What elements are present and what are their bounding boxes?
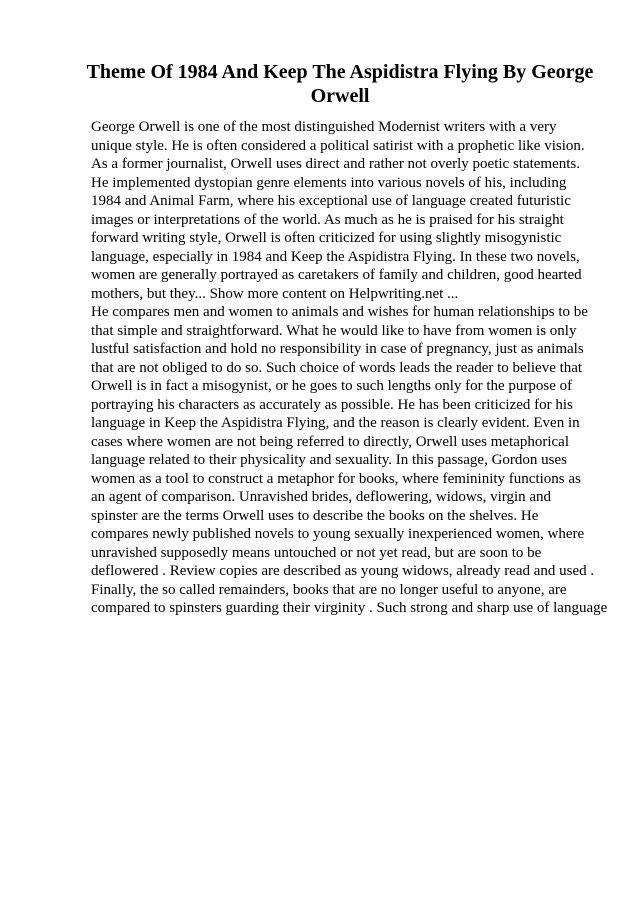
document-body — [91, 118, 611, 618]
body-line: Finally, the so called remainders, books that are no longer useful to anyone, are — [91, 581, 567, 598]
body-line: unique style. He is often considered a political satirist with a prophetic like vision. — [91, 137, 585, 154]
body-line: He compares men and women to animals and wishes for human relationships to be — [91, 304, 588, 320]
body-line: language, especially in 1984 and Keep the Aspidistra Flying. In these two novels, — [91, 248, 580, 265]
body-line: images or interpretations of the world. As much as he is praised for his straight — [91, 211, 564, 228]
body-line: compared to spinsters guarding their virginity . Such strong and sharp use of language — [91, 600, 608, 616]
body-line: that are not obliged to do so. Such choice of words leads the reader to believe that — [91, 359, 583, 376]
body-line: George Orwell is one of the most distinguished Modernist writers with a very — [91, 119, 557, 135]
body-line: women are generally portrayed as caretakers of family and children, good hearted — [91, 267, 582, 283]
body-line: mothers, but they... Show more content on Helpwriting.net ... — [91, 285, 459, 302]
body-line: compares newly published novels to young sexually inexperienced women, where — [91, 526, 585, 542]
body-line: an agent of comparison. Unravished brides, deflowering, widows, virgin and — [91, 489, 552, 505]
body-line: lustful satisfaction and hold no responsibility in case of pregnancy, just as animals — [91, 341, 584, 357]
body-line: portraying his characters as accurately as possible. He has been criticized for his — [91, 396, 573, 413]
body-line: unravished supposedly means untouched or not yet read, but are soon to be — [91, 544, 542, 561]
body-line: women as a tool to construct a metaphor for books, where femininity functions as — [91, 470, 581, 487]
body-line: As a former journalist, Orwell uses direct and rather not overly poetic statements. — [91, 156, 581, 172]
body-line: 1984 and Animal Farm, where his exceptional use of language created futuristic — [91, 193, 571, 209]
body-line: spinster are the terms Orwell uses to describe the books on the shelves. He — [91, 507, 539, 524]
title-line: Orwell — [310, 85, 370, 107]
body-line: language in Keep the Aspidistra Flying, and the reason is clearly evident. Even in — [91, 415, 580, 431]
body-line: Orwell is in fact a misogynist, or he goes to such lengths only for the purpose of — [91, 378, 573, 394]
body-line: language related to their physicality and sexuality. In this passage, Gordon uses — [91, 452, 567, 468]
body-line: cases where women are not being referred to directly, Orwell uses metaphorical — [91, 433, 569, 450]
body-line: that simple and straightforward. What he would like to have from women is only — [91, 322, 577, 339]
body-line: He implemented dystopian genre elements into various novels of his, including — [91, 174, 567, 191]
body-line: forward writing style, Orwell is often criticized for using slightly misogynistic — [91, 230, 562, 246]
title-line: Theme Of 1984 And Keep The Aspidistra Flying By George — [86, 61, 594, 83]
document-title — [80, 60, 600, 108]
body-line: deflowered . Review copies are described as young widows, already read and used . — [91, 563, 595, 579]
